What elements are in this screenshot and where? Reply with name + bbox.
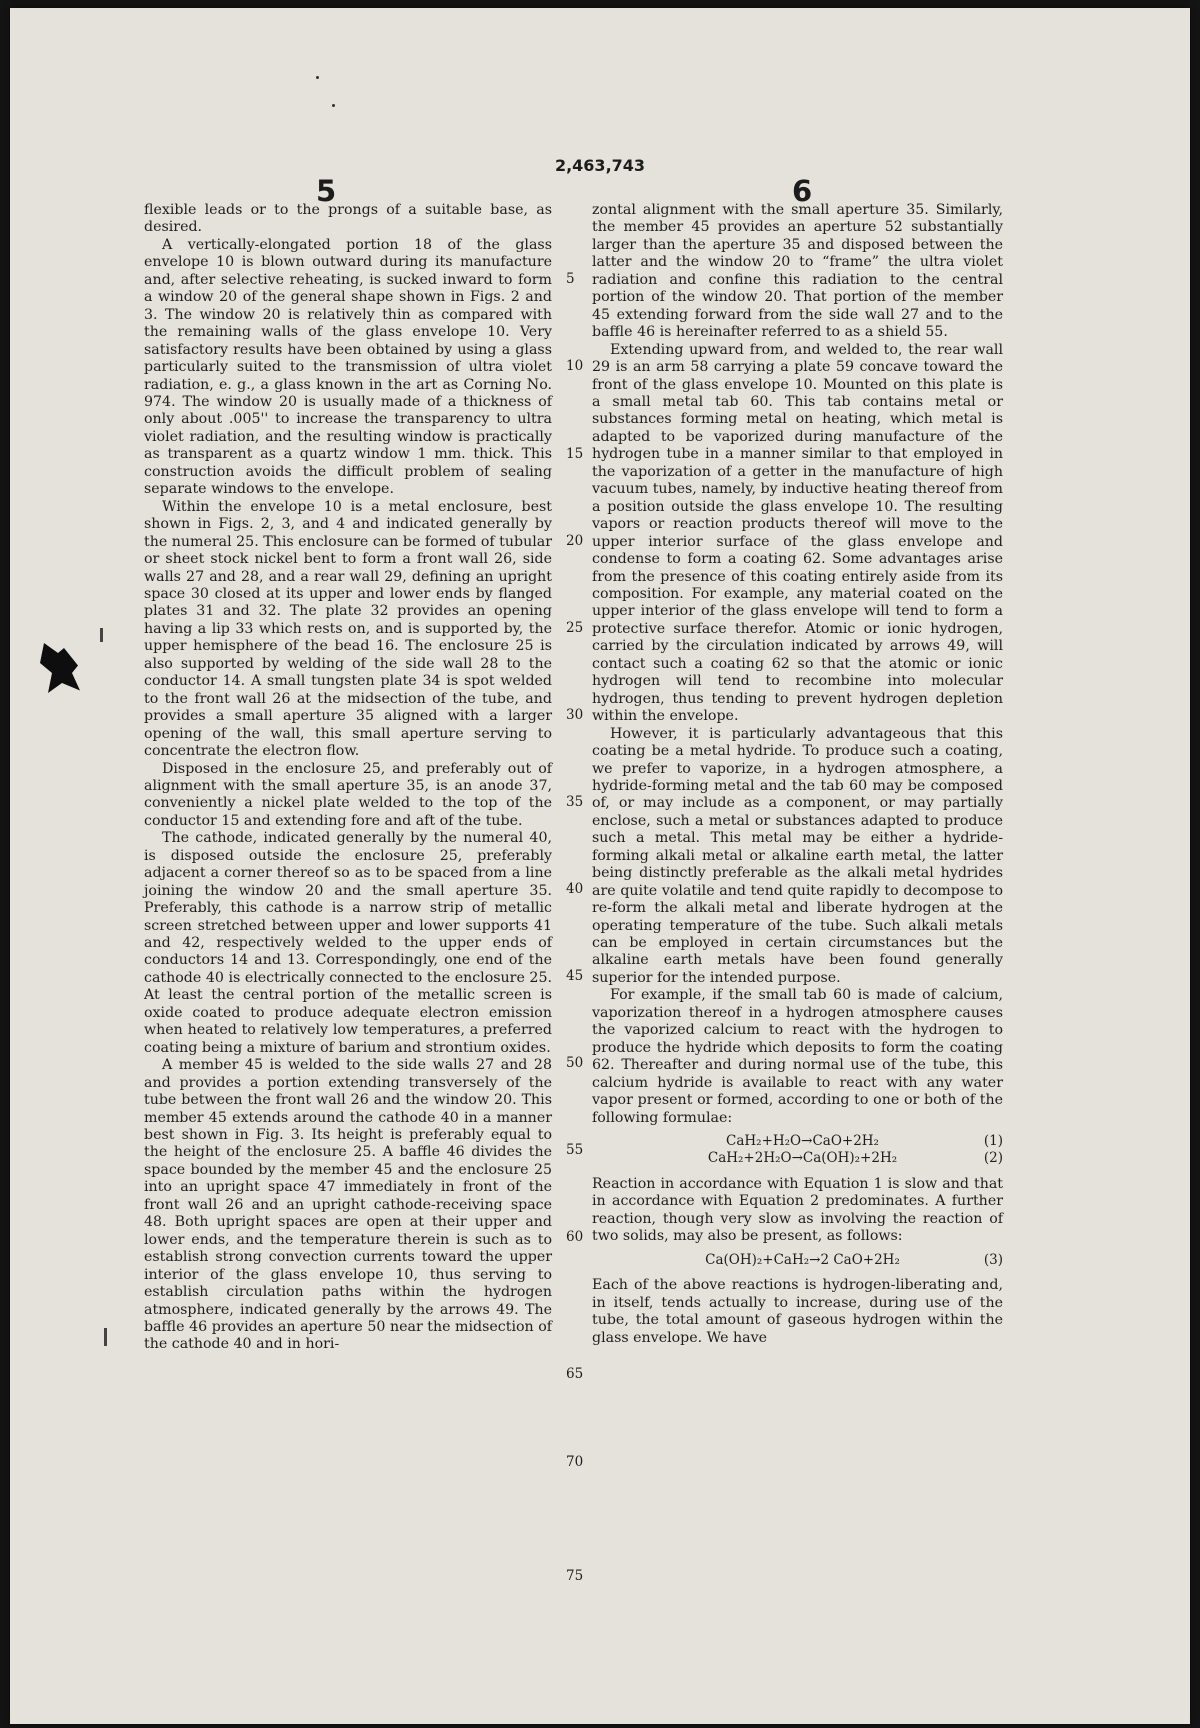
margin-mark — [104, 1328, 107, 1346]
equation-formula: CaH₂+H₂O→CaO+2H₂ — [726, 1133, 879, 1150]
paragraph: A member 45 is welded to the side walls 27 and 28 and provides a portion extending transversely of the tube between the front wall 26 and the window 20. This member 45 extends around the cathode 40 in a manner best shown in Fig. 3. Its height is preferably equal to the height of the enclosure 25. A baffle 46 divides the space bounded by the member 45 and the enclosure 25 into an upright space 47 immediately in front of the front wall 26 and an upright cathode-receiving space 48. Both upright spaces are open at their upper and lower ends, and the temperature therein is such as to establish strong convection currents toward the upper interior of the glass envelope 10, thus serving to establish circulation paths within the hydrogen atmosphere, indicated generally by the arrows 49. The baffle 46 provides an aperture 50 near the midsection of the cathode 40 and in hori- — [144, 1057, 552, 1353]
equation-formula: CaH₂+2H₂O→Ca(OH)₂+2H₂ — [707, 1150, 898, 1167]
left-column — [144, 202, 552, 1354]
speck — [316, 76, 319, 79]
paragraph: Within the envelope 10 is a metal enclosure, best shown in Figs. 2, 3, and 4 and indicated generally by the numeral 25. This enclosure can be formed of tubular or sheet stock nickel bent to form a front wall 26, side walls 27 and 28, and a rear wall 29, defining an upright space 30 closed at its upper and lower ends by flanged plates 31 and 32. The plate 32 provides an opening having a lip 33 which rests on, and is supported by, the upper hemisphere of the bead 16. The enclosure 25 is also supported by welding of the side wall 28 to the conductor 14. A small tungsten plate 34 is spot welded to the front wall 26 at the midsection of the tube, and provides a small aperture 35 aligned with a larger opening of the wall, this small aperture serving to concentrate the electron flow. — [144, 498, 553, 760]
line-number: 15 — [566, 446, 584, 462]
patent-page — [10, 8, 1190, 1724]
equation-number: (2) — [983, 1150, 1003, 1167]
paragraph: A vertically-elongated portion 18 of the glass envelope 10 is blown outward during its manufacture and, after selective reheating, is sucked inward to form a window 20 of the general shape shown in Figs. 2 and 3. The window 20 is relatively thin as compared with the remaining walls of the glass envelope 10. Very satisfactory results have been obtained by using a glass particularly suited to the transmission of ultra violet radiation, e. g., a glass known in the art as Corning No. 974. The window 20 is usually made of a thickness of only about .005'' to increase the transparency to ultra violet radiation, and the resulting window is practically as transparent as a quartz window 1 mm. thick. This construction avoids the difficult problem of sealing separate windows to the envelope. — [144, 236, 552, 498]
column-number-right: 6 — [792, 174, 813, 208]
column-number-left: 5 — [316, 174, 337, 208]
line-number: 70 — [566, 1454, 584, 1470]
paragraph: Each of the above reactions is hydrogen-liberating and, in itself, tends actually to increase, during use of the tube, the total amount of gaseous hydrogen within the glass envelope. We have — [592, 1277, 1003, 1346]
equation-group — [592, 1133, 1003, 1168]
paragraph: Disposed in the enclosure 25, and preferably out of alignment with the small aperture 35, is an anode 37, conveniently a nickel plate welded to the top of the conductor 15 and extending fore and aft of the tube. — [144, 760, 552, 829]
paragraph: For example, if the small tab 60 is made of calcium, vaporization thereof in a hydrogen atmosphere causes the vaporized calcium to react with the hydrogen to produce the hydride which deposits to form the coating 62. Thereafter and during normal use of the tube, this calcium hydride is available to react with any water vapor present or formed, according to one or both of the following formulae: — [592, 987, 1003, 1126]
equation-group — [592, 1252, 1003, 1269]
line-number: 30 — [566, 707, 584, 723]
line-number: 65 — [566, 1366, 584, 1382]
right-column — [592, 202, 1003, 1347]
paragraph: The cathode, indicated generally by the numeral 40, is disposed outside the enclosure 25, preferably adjacent a corner thereof so as to be spaced from a line joining the window 20 and the small aperture 35. Preferably, this cathode is a narrow strip of metallic screen stretched between upper and lower supports 41 and 42, respectively welded to the upper ends of conductors 14 and 13. Correspondingly, one end of the cathode 40 is electrically connected to the enclosure 25. At least the central portion of the metallic screen is oxide coated to produce adequate electron emission when heated to relatively low temperatures, a preferred coating being a mixture of barium and strontium oxides. — [144, 830, 552, 1056]
equation-number: (1) — [983, 1133, 1003, 1150]
line-number: 10 — [566, 358, 584, 374]
line-number: 25 — [566, 620, 584, 636]
line-number: 20 — [566, 533, 584, 549]
equation-number: (3) — [983, 1251, 1003, 1268]
paragraph: However, it is particularly advantageous that this coating be a metal hydride. To produce such a coating, we prefer to vaporize, in a hydrogen atmosphere, a hydride-forming metal and the tab 60 may be composed of, or may include as a component, or may partially enclose, such a metal or substances adapted to produce such a metal. This metal may be either a hydride-forming alkali metal or alkaline earth metal, the latter being distinctly preferable as the alkali metal hydrides are quite volatile and tend quite rapidly to decompose to re-form the alkali metal and liberate hydrogen at the operating temperature of the tube. Such alkali metals can be employed in certain circumstances but the alkaline earth metals have been found generally superior for the intended purpose. — [592, 725, 1003, 986]
paragraph: Extending upward from, and welded to, the rear wall 29 is an arm 58 carrying a plate 59 concave toward the front of the glass envelope 10. Mounted on this plate is a small metal tab 60. This tab contains metal or substances forming metal on heating, which metal is adapted to be vaporized during manufacture of the hydrogen tube in a manner similar to that employed in the vaporization of a getter in the manufacture of high vacuum tubes, namely, by inductive heating thereof from a position outside the glass envelope 10. The resulting vapors or reaction products thereof will move to the upper interior surface of the glass envelope and condense to form a coating 62. Some advantages arise from the presence of this coating entirely aside from its composition. For example, any material coated on the upper interior of the glass envelope will tend to form a protective surface therefor. Atomic or ionic hydrogen, carried by the circulation indicated by arrows 49, will contact such a coating 62 so that the atomic or ionic hydrogen will tend to recombine into molecular hydrogen, thus tending to prevent hydrogen depletion within the envelope. — [592, 341, 1003, 725]
line-number: 55 — [566, 1142, 584, 1158]
equation — [592, 1150, 1003, 1167]
margin-mark — [100, 628, 103, 642]
ink-blot — [40, 643, 80, 693]
line-number: 45 — [566, 968, 584, 984]
line-number: 35 — [566, 794, 584, 810]
line-number: 60 — [566, 1229, 584, 1245]
equation — [592, 1252, 1003, 1269]
equation-formula: Ca(OH)₂+CaH₂→2 CaO+2H₂ — [705, 1251, 900, 1268]
paragraph: Reaction in accordance with Equation 1 is slow and that in accordance with Equation 2 predominates. A further reaction, though very slow as involving the reaction of two solids, may also be present, as follows: — [592, 1175, 1003, 1245]
line-number: 40 — [566, 881, 584, 897]
speck — [332, 104, 335, 107]
equation — [592, 1133, 1003, 1150]
patent-number: 2,463,743 — [554, 156, 646, 175]
line-number: 75 — [566, 1568, 584, 1584]
paragraph: flexible leads or to the prongs of a suitable base, as desired. — [144, 202, 552, 236]
line-number: 50 — [566, 1055, 584, 1071]
line-number: 5 — [566, 271, 575, 287]
paragraph: zontal alignment with the small aperture 35. Similarly, the member 45 provides an aperture 52 substantially larger than the aperture 35 and disposed between the latter and the window 20 to “frame” the ultra violet radiation and confine this radiation to the central portion of the window 20. That portion of the member 45 extending forward from the side wall 27 and to the baffle 46 is hereinafter referred to as a shield 55. — [592, 202, 1003, 341]
